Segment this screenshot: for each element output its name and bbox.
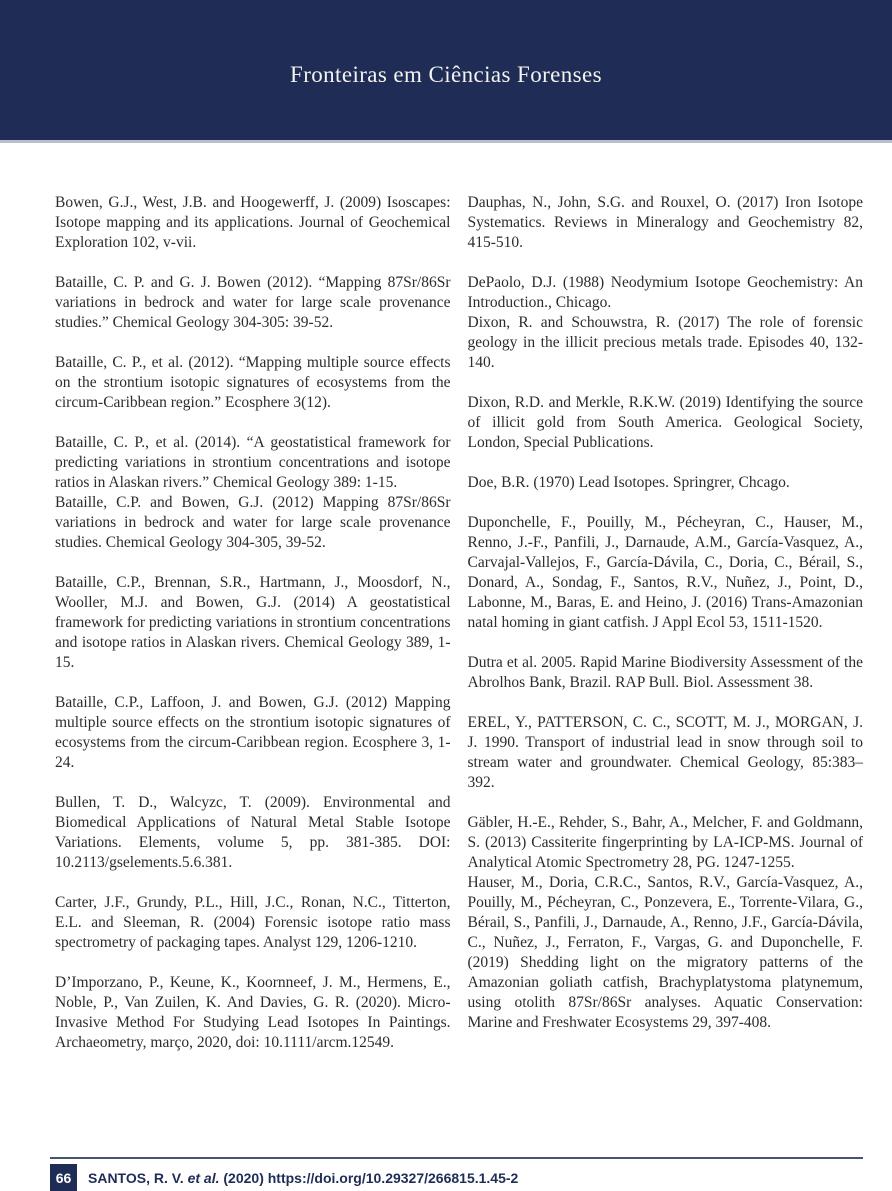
reference-entry: Bataille, C.P. and Bowen, G.J. (2012) Mapping 87Sr/86Sr variations in bedrock and water for large scale provenance studies. Chemical Geology 304-305, 39-52. [55, 494, 451, 551]
reference-entry: Bullen, T. D., Walcyzc, T. (2009). Environmental and Biomedical Applications of Natural Metal Stable Isotope Variations. Elements, volume 5, pp. 381-385. DOI: 10.2113/gselements.5.6.381. [55, 794, 451, 871]
references-left-column [55, 193, 451, 1053]
reference-entry: Doe, B.R. (1970) Lead Isotopes. Springrer, Chcago. [467, 474, 790, 491]
reference-entry: Bataille, C. P. and G. J. Bowen (2012). “Mapping 87Sr/86Sr variations in bedrock and water for large scale provenance studies.” Chemical Geology 304-305: 39-52. [55, 274, 451, 331]
reference-entry: D’Imporzano, P., Keune, K., Koornneef, J. M., Hermens, E., Noble, P., Van Zuilen, K. And Davies, G. R. (2020). Micro-Invasive Method For Studying Lead Isotopes In Paintings. Archaeometry, março, 2020, doi: 10.1111/arcm.12549. [55, 974, 451, 1051]
reference-entry: Hauser, M., Doria, C.R.C., Santos, R.V., García-Vasquez, A., Pouilly, M., Pécheyran, C., Ponzevera, E., Torrente-Vilara, G., Bérail, S., Panfili, J., Darnaude, A., Renno, J.F., García-Dávila, C., Nuñez, J., Ferraton, F., Vargas, G. and Duponchelle, F. (2019) Shedding light on the migratory patterns of the Amazonian goliath catfish, Brachyplatystoma platynemum, using otolith 87Sr/86Sr analyses. Aquatic Conservation: Marine and Freshwater Ecosystems 29, 397-408. [467, 874, 863, 1031]
footer-divider [50, 1157, 863, 1159]
reference-entry: Carter, J.F., Grundy, P.L., Hill, J.C., Ronan, N.C., Titterton, E.L. and Sleeman, R. (2004) Forensic isotope ratio mass spectrometry of packaging tapes. Analyst 129, 1206-1210. [55, 894, 451, 951]
reference-entry: Gäbler, H.-E., Rehder, S., Bahr, A., Melcher, F. and Goldmann, S. (2013) Cassiterite fingerprinting by LA-ICP-MS. Journal of Analytical Atomic Spectrometry 28, PG. 1247-1255. [467, 814, 863, 871]
page-number-badge: 66 [50, 1164, 77, 1191]
references-right-column [468, 193, 864, 1053]
footer-citation-rest: (2020) https://doi.org/10.29327/266815.1.45-2 [219, 1169, 519, 1186]
reference-entry: Dixon, R.D. and Merkle, R.K.W. (2019) Identifying the source of illicit gold from South America. Geological Society, London, Special Publications. [467, 394, 863, 451]
reference-entry: Bataille, C. P., et al. (2012). “Mapping multiple source effects on the strontium isotopic signatures of ecosystems from the circum-Caribbean region.” Ecosphere 3(12). [55, 354, 451, 411]
footer-citation-etal: et al. [187, 1169, 220, 1186]
reference-entry: Bataille, C.P., Laffoon, J. and Bowen, G.J. (2012) Mapping multiple source effects on the strontium isotopic signatures of ecosystems from the circum-Caribbean region. Ecosphere 3, 1-24. [55, 694, 451, 771]
footer-citation-author: SANTOS, R. V. [88, 1169, 188, 1186]
reference-entry: EREL, Y., PATTERSON, C. C., SCOTT, M. J., MORGAN, J. J. 1990. Transport of industrial lead in snow through soil to stream water and groundwater. Chemical Geology, 85:383–392. [467, 714, 863, 791]
reference-entry: DePaolo, D.J. (1988) Neodymium Isotope Geochemistry: An Introduction., Chicago. [467, 274, 863, 311]
header-band [0, 0, 892, 143]
reference-entry: Bataille, C.P., Brennan, S.R., Hartmann, J., Moosdorf, N., Wooller, M.J. and Bowen, G.J. (2014) A geostatistical framework for predicting variations in strontium concentrations and isotope ratios in Alaskan rivers. Chemical Geology 389, 1-15. [55, 574, 451, 671]
page-footer [50, 1157, 863, 1191]
page-title: Fronteiras em Ciências Forenses [290, 62, 602, 87]
reference-entry: Dutra et al. 2005. Rapid Marine Biodiversity Assessment of the Abrolhos Bank, Brazil. RAP Bull. Biol. Assessment 38. [467, 654, 863, 691]
reference-entry: Dixon, R. and Schouwstra, R. (2017) The role of forensic geology in the illicit precious metals trade. Episodes 40, 132-140. [467, 314, 863, 371]
references-section [0, 143, 892, 1053]
footer-citation [88, 1170, 518, 1186]
reference-entry: Bataille, C. P., et al. (2014). “A geostatistical framework for predicting variations in strontium concentrations and isotope ratios in Alaskan rivers.” Chemical Geology 389: 1-15. [55, 434, 451, 491]
reference-entry: Bowen, G.J., West, J.B. and Hoogewerff, J. (2009) Isoscapes: Isotope mapping and its applications. Journal of Geochemical Exploration 102, v-vii. [55, 194, 451, 251]
reference-entry: Dauphas, N., John, S.G. and Rouxel, O. (2017) Iron Isotope Systematics. Reviews in Mineralogy and Geochemistry 82, 415-510. [467, 194, 863, 251]
footer-row [50, 1164, 863, 1191]
reference-entry: Duponchelle, F., Pouilly, M., Pécheyran, C., Hauser, M., Renno, J.-F., Panfili, J., Darnaude, A.M., García-Vasquez, A., Carvajal-Vallejos, F., García-Dávila, C., Doria, C., Bérail, S., Donard, A., Sondag, F., Santos, R.V., Nuñez, J., Point, D., Labonne, M., Baras, E. and Heino, J. (2016) Trans-Amazonian natal homing in giant catfish. J Appl Ecol 53, 1511-1520. [467, 514, 863, 631]
